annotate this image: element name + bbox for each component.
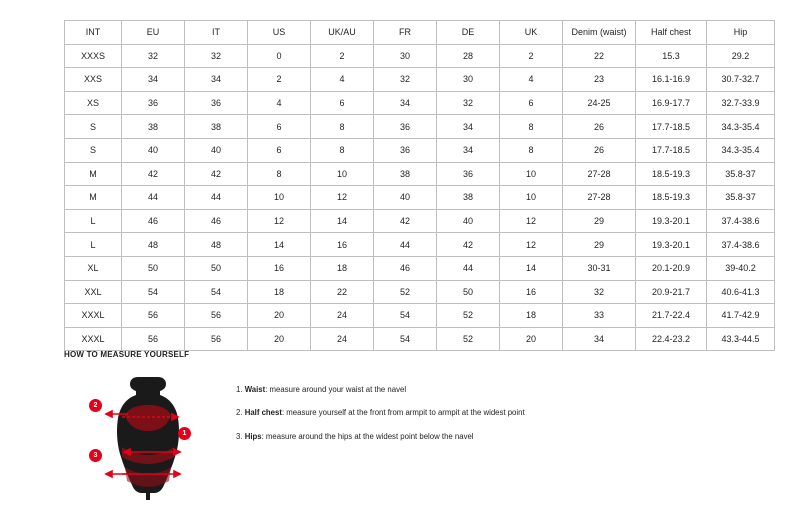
cell-us: 14	[248, 233, 311, 257]
cell-it: 32	[185, 44, 248, 68]
cell-hip: 40.6-41.3	[707, 280, 775, 304]
cell-int: XXL	[65, 280, 122, 304]
cell-de: 28	[437, 44, 500, 68]
cell-uk-au: 18	[311, 256, 374, 280]
cell-us: 20	[248, 327, 311, 351]
cell-it: 56	[185, 327, 248, 351]
cell-de: 40	[437, 209, 500, 233]
table-row	[65, 327, 775, 351]
cell-uk-au: 14	[311, 209, 374, 233]
cell-it: 36	[185, 91, 248, 115]
marker-1: 1	[178, 427, 191, 440]
cell-fr: 42	[374, 209, 437, 233]
cell-half-chest: 18.5-19.3	[636, 162, 707, 186]
cell-uk-au: 2	[311, 44, 374, 68]
cell-hip: 32.7-33.9	[707, 91, 775, 115]
cell-denim-waist: 29	[563, 233, 636, 257]
cell-de: 38	[437, 186, 500, 210]
column-header-denim-waist: Denim (waist)	[563, 21, 636, 45]
cell-fr: 32	[374, 68, 437, 92]
cell-uk-au: 22	[311, 280, 374, 304]
note-number-2: 2.	[236, 408, 243, 418]
cell-eu: 38	[122, 115, 185, 139]
cell-uk: 18	[500, 304, 563, 328]
column-header-us: US	[248, 21, 311, 45]
cell-eu: 46	[122, 209, 185, 233]
cell-de: 50	[437, 280, 500, 304]
cell-half-chest: 16.9-17.7	[636, 91, 707, 115]
cell-uk: 8	[500, 138, 563, 162]
cell-uk: 12	[500, 233, 563, 257]
cell-int: L	[65, 209, 122, 233]
cell-denim-waist: 27-28	[563, 162, 636, 186]
cell-hip: 39-40.2	[707, 256, 775, 280]
cell-fr: 54	[374, 304, 437, 328]
cell-de: 30	[437, 68, 500, 92]
cell-uk-au: 24	[311, 327, 374, 351]
cell-us: 2	[248, 68, 311, 92]
cell-uk: 12	[500, 209, 563, 233]
table-row	[65, 162, 775, 186]
cell-us: 4	[248, 91, 311, 115]
cell-de: 42	[437, 233, 500, 257]
cell-half-chest: 16.1-16.9	[636, 68, 707, 92]
cell-it: 56	[185, 304, 248, 328]
cell-denim-waist: 26	[563, 115, 636, 139]
cell-us: 6	[248, 138, 311, 162]
cell-int: S	[65, 138, 122, 162]
table-row	[65, 209, 775, 233]
cell-de: 52	[437, 304, 500, 328]
cell-int: XL	[65, 256, 122, 280]
cell-it: 50	[185, 256, 248, 280]
cell-int: L	[65, 233, 122, 257]
cell-uk: 10	[500, 162, 563, 186]
cell-it: 42	[185, 162, 248, 186]
cell-us: 12	[248, 209, 311, 233]
cell-fr: 44	[374, 233, 437, 257]
table-row	[65, 186, 775, 210]
cell-eu: 48	[122, 233, 185, 257]
cell-eu: 44	[122, 186, 185, 210]
cell-half-chest: 18.5-19.3	[636, 186, 707, 210]
cell-us: 18	[248, 280, 311, 304]
column-header-uk-au: UK/AU	[311, 21, 374, 45]
cell-int: S	[65, 115, 122, 139]
cell-int: XXXS	[65, 44, 122, 68]
note-term-hips: Hips	[244, 431, 262, 441]
table-row	[65, 91, 775, 115]
cell-us: 20	[248, 304, 311, 328]
section-title: HOW TO MEASURE YOURSELF	[64, 350, 190, 359]
how-to-measure-section	[64, 350, 754, 503]
cell-it: 54	[185, 280, 248, 304]
cell-de: 44	[437, 256, 500, 280]
table-row	[65, 233, 775, 257]
table-body	[65, 44, 775, 351]
column-header-de: DE	[437, 21, 500, 45]
cell-it: 46	[185, 209, 248, 233]
cell-de: 36	[437, 162, 500, 186]
table-row	[65, 138, 775, 162]
cell-hip: 41.7-42.9	[707, 304, 775, 328]
column-header-eu: EU	[122, 21, 185, 45]
cell-int: XS	[65, 91, 122, 115]
cell-eu: 50	[122, 256, 185, 280]
size-table-container	[64, 20, 760, 351]
cell-half-chest: 19.3-20.1	[636, 233, 707, 257]
cell-denim-waist: 23	[563, 68, 636, 92]
cell-int: XXXL	[65, 327, 122, 351]
table-row	[65, 115, 775, 139]
cell-denim-waist: 30-31	[563, 256, 636, 280]
cell-de: 32	[437, 91, 500, 115]
cell-hip: 35.8-37	[707, 162, 775, 186]
cell-us: 10	[248, 186, 311, 210]
cell-denim-waist: 34	[563, 327, 636, 351]
cell-denim-waist: 33	[563, 304, 636, 328]
cell-hip: 30.7-32.7	[707, 68, 775, 92]
cell-us: 0	[248, 44, 311, 68]
mannequin-illustration	[92, 373, 212, 503]
cell-eu: 40	[122, 138, 185, 162]
table-row	[65, 68, 775, 92]
marker-2: 2	[89, 399, 102, 412]
cell-half-chest: 17.7-18.5	[636, 138, 707, 162]
cell-uk: 20	[500, 327, 563, 351]
table-row	[65, 44, 775, 68]
cell-half-chest: 21.7-22.4	[636, 304, 707, 328]
cell-uk: 8	[500, 115, 563, 139]
cell-fr: 36	[374, 138, 437, 162]
note-text-waist: : measure around your waist at the navel	[265, 385, 407, 394]
measure-note-hips	[236, 432, 525, 441]
table-header-row	[65, 21, 775, 45]
cell-uk: 10	[500, 186, 563, 210]
cell-int: XXXL	[65, 304, 122, 328]
cell-hip: 34.3-35.4	[707, 115, 775, 139]
cell-uk-au: 10	[311, 162, 374, 186]
cell-de: 34	[437, 115, 500, 139]
cell-fr: 40	[374, 186, 437, 210]
cell-half-chest: 17.7-18.5	[636, 115, 707, 139]
cell-fr: 38	[374, 162, 437, 186]
cell-uk-au: 8	[311, 115, 374, 139]
column-header-fr: FR	[374, 21, 437, 45]
cell-fr: 46	[374, 256, 437, 280]
cell-us: 8	[248, 162, 311, 186]
cell-uk-au: 4	[311, 68, 374, 92]
cell-denim-waist: 24-25	[563, 91, 636, 115]
cell-hip: 37.4-38.6	[707, 233, 775, 257]
cell-int: XXS	[65, 68, 122, 92]
cell-uk-au: 24	[311, 304, 374, 328]
cell-half-chest: 22.4-23.2	[636, 327, 707, 351]
cell-denim-waist: 32	[563, 280, 636, 304]
cell-it: 44	[185, 186, 248, 210]
measure-note-waist	[236, 385, 525, 394]
cell-uk: 6	[500, 91, 563, 115]
cell-eu: 36	[122, 91, 185, 115]
note-term-waist: Waist	[244, 385, 266, 394]
cell-it: 38	[185, 115, 248, 139]
note-number-1: 1.	[236, 385, 243, 394]
cell-eu: 42	[122, 162, 185, 186]
cell-half-chest: 15.3	[636, 44, 707, 68]
cell-half-chest: 20.1-20.9	[636, 256, 707, 280]
cell-denim-waist: 27-28	[563, 186, 636, 210]
cell-eu: 54	[122, 280, 185, 304]
cell-hip: 35.8-37	[707, 186, 775, 210]
cell-hip: 29.2	[707, 44, 775, 68]
size-conversion-table	[64, 20, 775, 351]
column-header-hip: Hip	[707, 21, 775, 45]
cell-hip: 37.4-38.6	[707, 209, 775, 233]
cell-int: M	[65, 162, 122, 186]
column-header-it: IT	[185, 21, 248, 45]
cell-fr: 52	[374, 280, 437, 304]
table-row	[65, 256, 775, 280]
cell-eu: 32	[122, 44, 185, 68]
cell-eu: 56	[122, 327, 185, 351]
cell-fr: 30	[374, 44, 437, 68]
cell-denim-waist: 29	[563, 209, 636, 233]
note-number-3: 3.	[236, 431, 243, 441]
note-term-half-chest: Half chest	[244, 408, 282, 418]
cell-fr: 54	[374, 327, 437, 351]
cell-eu: 34	[122, 68, 185, 92]
cell-denim-waist: 22	[563, 44, 636, 68]
cell-it: 34	[185, 68, 248, 92]
measure-notes	[236, 373, 525, 455]
cell-uk: 2	[500, 44, 563, 68]
cell-uk-au: 16	[311, 233, 374, 257]
note-text-hips: : measure around the hips at the widest point below the navel	[261, 431, 474, 441]
cell-uk: 14	[500, 256, 563, 280]
cell-uk-au: 6	[311, 91, 374, 115]
cell-de: 52	[437, 327, 500, 351]
cell-hip: 43.3-44.5	[707, 327, 775, 351]
table-row	[65, 304, 775, 328]
cell-de: 34	[437, 138, 500, 162]
cell-uk: 4	[500, 68, 563, 92]
cell-uk-au: 12	[311, 186, 374, 210]
cell-fr: 36	[374, 115, 437, 139]
column-header-int: INT	[65, 21, 122, 45]
cell-int: M	[65, 186, 122, 210]
cell-uk-au: 8	[311, 138, 374, 162]
note-text-half-chest: : measure yourself at the front from armpit to armpit at the widest point	[281, 408, 525, 418]
cell-uk: 16	[500, 280, 563, 304]
mannequin-figure	[92, 373, 212, 503]
marker-3: 3	[89, 449, 102, 462]
table-row	[65, 280, 775, 304]
cell-half-chest: 20.9-21.7	[636, 280, 707, 304]
cell-it: 40	[185, 138, 248, 162]
cell-half-chest: 19.3-20.1	[636, 209, 707, 233]
cell-denim-waist: 26	[563, 138, 636, 162]
column-header-half-chest: Half chest	[636, 21, 707, 45]
cell-us: 6	[248, 115, 311, 139]
measure-note-half-chest	[236, 408, 525, 417]
cell-us: 16	[248, 256, 311, 280]
measure-body	[64, 373, 754, 503]
cell-fr: 34	[374, 91, 437, 115]
column-header-uk: UK	[500, 21, 563, 45]
cell-hip: 34.3-35.4	[707, 138, 775, 162]
cell-it: 48	[185, 233, 248, 257]
cell-eu: 56	[122, 304, 185, 328]
